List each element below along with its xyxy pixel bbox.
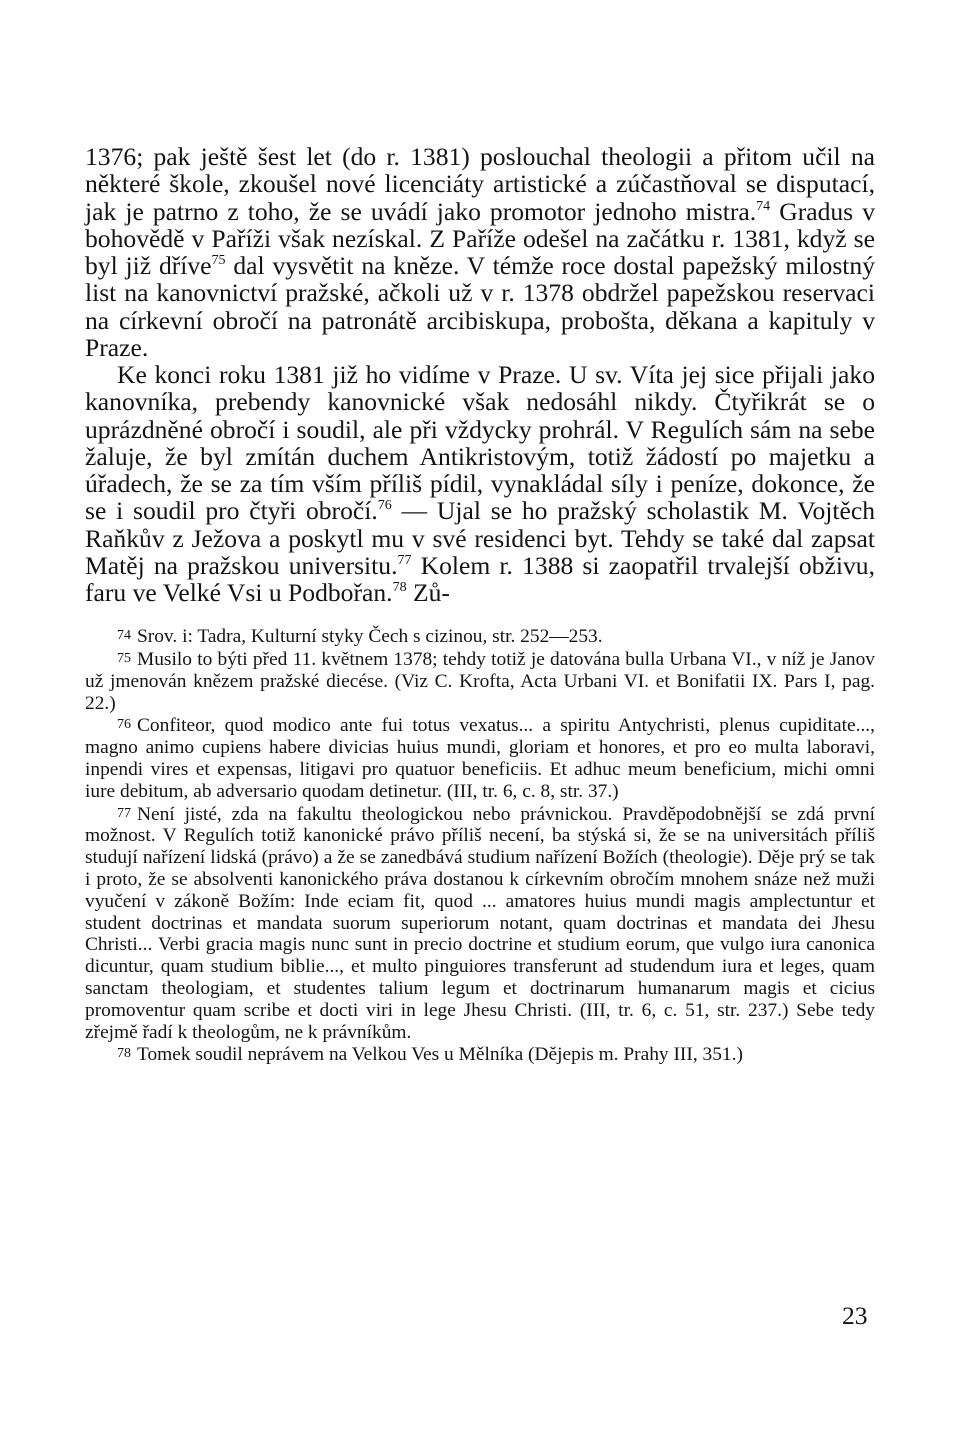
footnote-text: Tomek soudil neprávem na Velkou Ves u Mělníka (Dějepis m. Prahy III, 351.): [137, 1044, 743, 1066]
footnote-number: 77: [117, 805, 131, 821]
footnote-number: 76: [117, 717, 131, 733]
footnote: [85, 714, 875, 802]
footnote-ref[interactable]: 74: [756, 198, 771, 214]
body-text: 1376; pak ještě šest let (do r. 1381) poslouchal theologii a přitom učil na některé škole, zkoušel nové licenciáty artistické a zúčastňoval se disputací, jak je patrno z toho, že se uvádí jako promotor jednoho mistra.: [85, 142, 875, 226]
body-paragraph: [85, 361, 875, 606]
body-text: Ke konci roku 1381 již ho vidíme v Praze. U sv. Víta jej sice přijali jako kanovníka, prebendy kanovnické však nedosáhl nikdy. Čtyřikrát se o uprázdněné obročí i soudil, ale při vždycky prohrál. V Regulích sám na sebe žaluje, že byl zmítán duchem Antikristovým, totiž žádostí po majetku a úřadech, že se za tím vším příliš pídil, vynakládal síly i peníze, dokonce, že se i soudil pro čtyři obročí.: [85, 360, 875, 526]
footnote-ref[interactable]: 78: [392, 580, 407, 595]
body-text: — Ujal se ho pražský scholastik M. Vojtěch Raňkův z Ježova a poskytl mu v své residenci byt. Tehdy se také dal zapsat Matěj na pražskou universitu.: [85, 496, 875, 580]
footnote-text: Není jisté, zda na fakultu theologickou nebo právnickou. Pravděpodobnější se zdá první možnost. V Regulích totiž kanonické právo příliš necení, ba stýská si, že se na universitách příliš studují nařízení lidská (právo) a že se zanedbává studium nařízení Božích (theologie). Děje prý se tak i proto, že se absolventi kanonického práva dostanou k církevním obročím mnohem snáze než muži vyučení v zákoně Božím: Inde eciam fit, quod ... amatores huius mundi magis amplectuntur et student doctrinas et mandata suorum superiorum notant, quam doctrinas et mandata dei Jhesu Christi... Verbi gracia magis nunc sunt in precio doctrine et studium eorum, que vulgo iura canonica dicuntur, quam studium biblie..., et multo pinguiores transferunt ad studendum iura et leges, quam sanctam theologiam, et studentes talium legum et doctrinarum humanarum magis et cicius promoventur quam scribe et docti viri in lege Jhesu Christi. (III, tr. 6, c. 51, str. 237.) Sebe tedy zřejmě řadí k theologům, ne k právníkům.: [85, 803, 875, 1043]
footnote-number: 75: [117, 651, 131, 667]
page-content: [85, 143, 875, 1066]
footnote-ref[interactable]: 77: [397, 552, 412, 568]
body-text: dal vysvětit na kněze. V témže roce dostal papežský milostný list na kanovnictví pražské, ačkoli už v r. 1378 obdržel papežskou reservaci na církevní obročí na patronátě arcibiskupa, probošta, děkana a kapituly v Praze.: [85, 251, 875, 362]
footnote: [85, 625, 875, 648]
body-text: Kolem r. 1388 si zaopatřil trvalejší obživu, faru ve Velké Vsi u Podbořan.: [85, 550, 875, 607]
body-text: Gradus v bohovědě v Paříži však nezískal. Z Paříže odešel na začátku r. 1381, když se byl již dříve: [85, 196, 876, 280]
footnote-text: Musilo to býti před 11. květnem 1378; tehdy totiž je datována bulla Urbana VI., v níž je Janov už jmenován knězem pražské diecése. (Viz C. Krofta, Acta Urbani VI. et Bonifatii IX. Pars I, pag. 22.): [85, 649, 875, 714]
body-text: Zů-: [406, 578, 450, 607]
footnote-number: 78: [117, 1046, 131, 1062]
footnote-ref[interactable]: 75: [211, 253, 226, 268]
footnote-number: 74: [117, 628, 131, 644]
footnotes: [85, 625, 875, 1066]
page-number: 23: [842, 1301, 868, 1330]
footnote: [85, 648, 875, 714]
footnote: [85, 803, 875, 1044]
footnote: [85, 1043, 875, 1066]
footnote-text: Srov. i: Tadra, Kulturní styky Čech s cizinou, str. 252—253.: [137, 626, 603, 648]
footnote-text: Confiteor, quod modico ante fui totus vexatus... a spiritu Antychristi, plenus cupiditate..., magno animo cupiens habere divicias huius mundi, gloriam et honores, et pro eo multa laboravi, inpendi vires et expensas, litigavi pro quatuor beneficiis. Et adhuc meum beneficium, michi omni iure debitum, ab adversario quodam detinetur. (III, tr. 6, c. 8, str. 37.): [85, 715, 875, 802]
main-text: [85, 143, 875, 606]
body-paragraph: [85, 143, 875, 361]
footnote-ref[interactable]: 76: [377, 498, 392, 514]
